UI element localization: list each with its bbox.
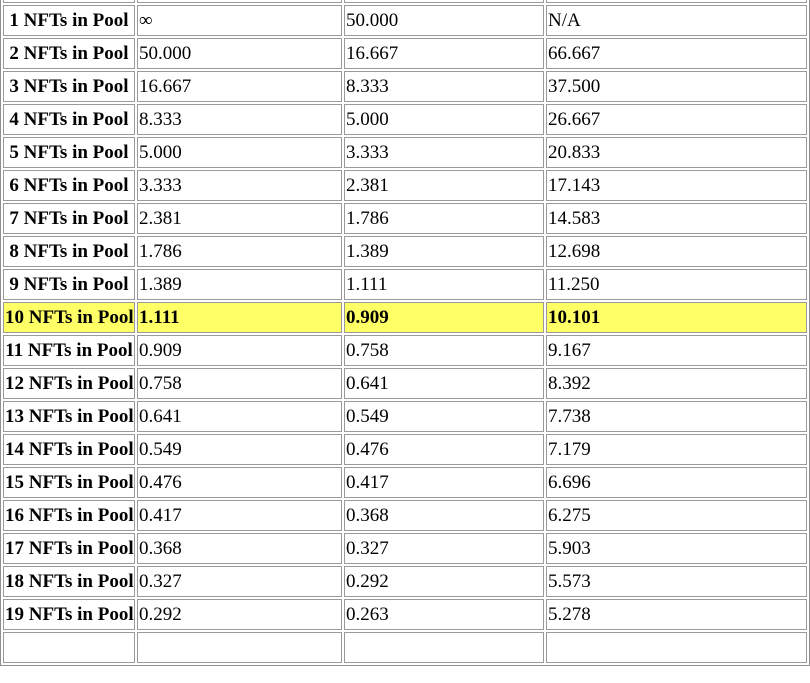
value-cell-col2: 0.327: [344, 533, 544, 564]
row-label-cell: 18 NFTs in Pool: [3, 566, 135, 597]
value-cell-col3: 5.573: [546, 566, 807, 597]
row-label-cell: 8 NFTs in Pool: [3, 236, 135, 267]
row-label-cell: 7 NFTs in Pool: [3, 203, 135, 234]
value-cell-col3: 12.698: [546, 236, 807, 267]
value-cell-col3: 26.667: [546, 104, 807, 135]
value-cell-col2: 50.000: [344, 5, 544, 36]
row-label-cell: 2 NFTs in Pool: [3, 38, 135, 69]
value-cell-col1: 3.333: [137, 170, 342, 201]
value-cell-col2: 1.786: [344, 203, 544, 234]
row-label-cell: 1 NFTs in Pool: [3, 5, 135, 36]
value-cell-col3: [546, 632, 807, 663]
value-cell-col3: 9.167: [546, 335, 807, 366]
value-cell-col2: 0.909: [344, 302, 544, 333]
table-row: [3, 38, 807, 69]
table-row: [3, 632, 807, 663]
value-cell-col1: 16.667: [137, 71, 342, 102]
row-label-cell: 6 NFTs in Pool: [3, 170, 135, 201]
value-cell-col2: 2.381: [344, 170, 544, 201]
table-row: [3, 71, 807, 102]
value-cell-col2: 0.758: [344, 335, 544, 366]
value-cell-col1: [137, 632, 342, 663]
value-cell-col2: 0.263: [344, 599, 544, 630]
value-cell-col3: 11.250: [546, 269, 807, 300]
value-cell-col3: N/A: [546, 5, 807, 36]
value-cell-col1: 1.111: [137, 302, 342, 333]
value-cell-col1: 0.758: [137, 368, 342, 399]
row-label-cell: 4 NFTs in Pool: [3, 104, 135, 135]
value-cell-col2: 0.641: [344, 368, 544, 399]
value-cell-col2: 0.476: [344, 434, 544, 465]
value-cell-col1: [137, 0, 342, 3]
row-label-cell: [3, 0, 135, 3]
value-cell-col1: 0.417: [137, 500, 342, 531]
value-cell-col1: 0.549: [137, 434, 342, 465]
value-cell-col1: 2.381: [137, 203, 342, 234]
row-label-cell: 19 NFTs in Pool: [3, 599, 135, 630]
value-cell-col1: 5.000: [137, 137, 342, 168]
value-cell-col1: 1.389: [137, 269, 342, 300]
value-cell-col3: 8.392: [546, 368, 807, 399]
value-cell-col3: 6.696: [546, 467, 807, 498]
value-cell-col2: 0.368: [344, 500, 544, 531]
value-cell-col1: 1.786: [137, 236, 342, 267]
table-row: [3, 467, 807, 498]
row-label-cell: 10 NFTs in Pool: [3, 302, 135, 333]
value-cell-col1: ∞: [137, 5, 342, 36]
table-row: [3, 533, 807, 564]
table-row: [3, 203, 807, 234]
table-row: [3, 137, 807, 168]
row-label-cell: 11 NFTs in Pool: [3, 335, 135, 366]
value-cell-col2: 8.333: [344, 71, 544, 102]
table-row: [3, 335, 807, 366]
table-row: [3, 500, 807, 531]
value-cell-col2: 16.667: [344, 38, 544, 69]
table-row: [3, 236, 807, 267]
table-row: [3, 599, 807, 630]
table-row: [3, 566, 807, 597]
row-label-cell: 5 NFTs in Pool: [3, 137, 135, 168]
value-cell-col1: 0.292: [137, 599, 342, 630]
value-cell-col2: 0.292: [344, 566, 544, 597]
value-cell-col3: 20.833: [546, 137, 807, 168]
value-cell-col2: 3.333: [344, 137, 544, 168]
table-row: [3, 0, 807, 3]
row-label-cell: 15 NFTs in Pool: [3, 467, 135, 498]
row-label-cell: [3, 632, 135, 663]
value-cell-col3: 7.738: [546, 401, 807, 432]
value-cell-col1: 0.327: [137, 566, 342, 597]
row-label-cell: 14 NFTs in Pool: [3, 434, 135, 465]
value-cell-col1: 0.909: [137, 335, 342, 366]
value-cell-col2: [344, 0, 544, 3]
table-row: [3, 5, 807, 36]
value-cell-col3: 5.278: [546, 599, 807, 630]
value-cell-col2: 1.389: [344, 236, 544, 267]
value-cell-col3: [546, 0, 807, 3]
value-cell-col1: 0.476: [137, 467, 342, 498]
value-cell-col3: 5.903: [546, 533, 807, 564]
value-cell-col3: 10.101: [546, 302, 807, 333]
table-body: [3, 0, 807, 663]
table-row: [3, 104, 807, 135]
value-cell-col1: 8.333: [137, 104, 342, 135]
value-cell-col2: 0.417: [344, 467, 544, 498]
table-row: [3, 368, 807, 399]
value-cell-col2: 1.111: [344, 269, 544, 300]
table-row: [3, 434, 807, 465]
value-cell-col1: 0.368: [137, 533, 342, 564]
value-cell-col2: [344, 632, 544, 663]
value-cell-col3: 7.179: [546, 434, 807, 465]
table-row: [3, 269, 807, 300]
row-label-cell: 16 NFTs in Pool: [3, 500, 135, 531]
value-cell-col1: 0.641: [137, 401, 342, 432]
value-cell-col2: 0.549: [344, 401, 544, 432]
row-label-cell: 13 NFTs in Pool: [3, 401, 135, 432]
value-cell-col3: 66.667: [546, 38, 807, 69]
value-cell-col3: 6.275: [546, 500, 807, 531]
table-row-highlighted: [3, 302, 807, 333]
row-label-cell: 17 NFTs in Pool: [3, 533, 135, 564]
value-cell-col3: 14.583: [546, 203, 807, 234]
row-label-cell: 3 NFTs in Pool: [3, 71, 135, 102]
table-row: [3, 401, 807, 432]
value-cell-col3: 17.143: [546, 170, 807, 201]
row-label-cell: 12 NFTs in Pool: [3, 368, 135, 399]
value-cell-col1: 50.000: [137, 38, 342, 69]
row-label-cell: 9 NFTs in Pool: [3, 269, 135, 300]
value-cell-col3: 37.500: [546, 71, 807, 102]
table-row: [3, 170, 807, 201]
value-cell-col2: 5.000: [344, 104, 544, 135]
